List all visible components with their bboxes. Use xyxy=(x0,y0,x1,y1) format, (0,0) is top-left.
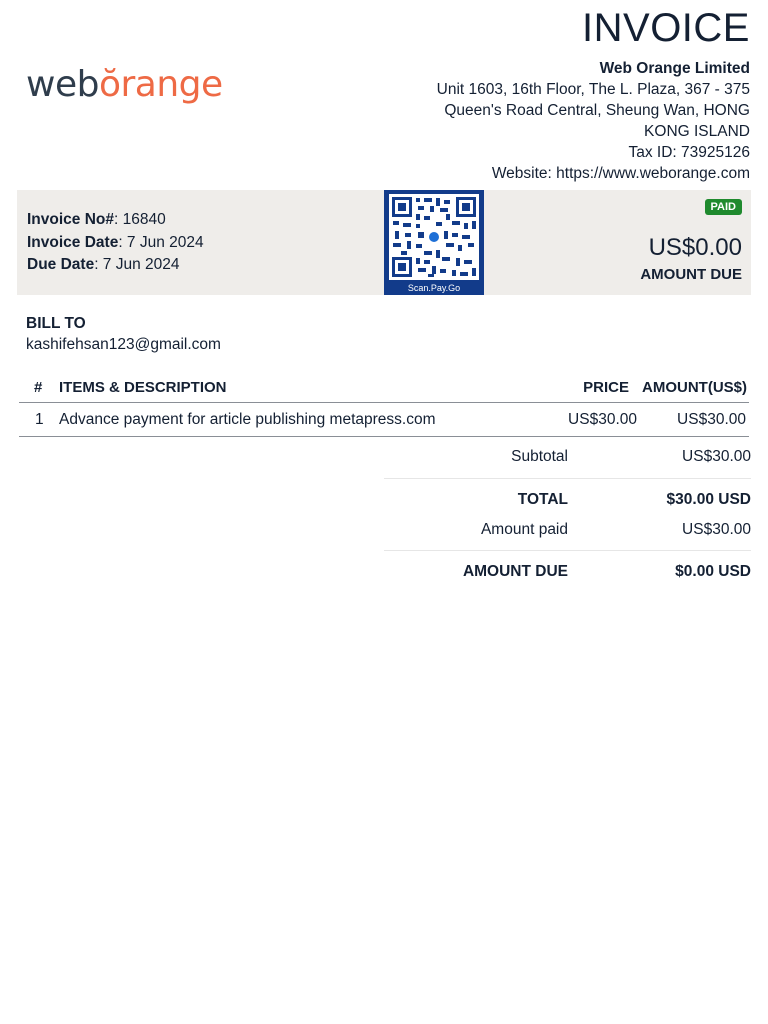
item-price: US$30.00 xyxy=(568,411,637,428)
final-amount-due-value: $0.00 USD xyxy=(675,563,751,580)
total-row xyxy=(384,478,751,508)
invoice-number-value: : 16840 xyxy=(114,211,166,228)
invoice-title: INVOICE xyxy=(582,6,750,50)
company-website[interactable]: Website: https://www.weborange.com xyxy=(491,165,750,182)
totals-section xyxy=(384,440,751,591)
item-amount: US$30.00 xyxy=(677,411,746,428)
item-description: Advance payment for article publishing metapress.com xyxy=(59,411,436,428)
logo-text-web: web xyxy=(26,64,99,105)
invoice-number-row xyxy=(27,209,204,232)
due-date-label: Due Date xyxy=(27,256,95,273)
company-logo xyxy=(26,64,223,108)
final-amount-due-label: AMOUNT DUE xyxy=(462,563,568,580)
logo-text-o: ŏ xyxy=(98,64,121,105)
subtotal-value: US$30.00 xyxy=(682,448,751,465)
item-number: 1 xyxy=(35,411,44,428)
invoice-meta xyxy=(27,209,204,277)
invoice-date-value: : 7 Jun 2024 xyxy=(118,233,204,251)
invoice-number-label: Invoice No# xyxy=(27,211,114,228)
total-value: $30.00 USD xyxy=(666,491,751,508)
company-info xyxy=(390,58,750,184)
invoice-date-row xyxy=(27,232,204,255)
bill-to-label: BILL TO xyxy=(26,315,86,332)
amount-due-value: US$0.00 xyxy=(648,234,742,261)
qr-caption: Scan.Pay.Go xyxy=(407,283,461,293)
invoice-date-label: Invoice Date xyxy=(27,233,119,251)
company-address-line1: Unit 1603, 16th Floor, The L. Plaza, 367 - 375 xyxy=(436,81,750,98)
total-label: TOTAL xyxy=(517,491,568,508)
col-header-price: PRICE xyxy=(583,379,629,396)
amount-due-label: AMOUNT DUE xyxy=(640,266,742,283)
amount-paid-value: US$30.00 xyxy=(682,521,751,538)
invoice-summary-band xyxy=(17,190,751,295)
bill-to-email: kashifehsan123@gmail.com xyxy=(26,336,221,353)
items-table-header xyxy=(19,377,749,403)
paid-status-badge: PAID xyxy=(705,199,742,215)
amount-paid-label: Amount paid xyxy=(480,521,568,538)
subtotal-row xyxy=(384,440,751,478)
payment-qr-code[interactable] xyxy=(384,190,484,295)
table-row xyxy=(19,403,749,437)
due-date-value: : 7 Jun 2024 xyxy=(94,256,180,273)
bill-to-section xyxy=(26,313,221,355)
qr-pattern-icon xyxy=(389,194,479,280)
due-date-row xyxy=(27,254,204,277)
col-header-amount: AMOUNT(US$) xyxy=(642,379,747,396)
company-name: Web Orange Limited xyxy=(599,60,750,77)
amount-paid-row xyxy=(384,508,751,550)
col-header-description: ITEMS & DESCRIPTION xyxy=(59,379,227,396)
subtotal-label: Subtotal xyxy=(511,448,568,465)
col-header-number: # xyxy=(34,379,43,396)
logo-text-range: range xyxy=(120,64,223,105)
company-address-line3: KONG ISLAND xyxy=(644,123,750,140)
final-amount-due-row xyxy=(384,550,751,591)
qr-code-image xyxy=(389,194,479,280)
company-address-line2: Queen's Road Central, Sheung Wan, HONG xyxy=(444,102,750,119)
company-tax-id: Tax ID: 73925126 xyxy=(628,144,750,161)
